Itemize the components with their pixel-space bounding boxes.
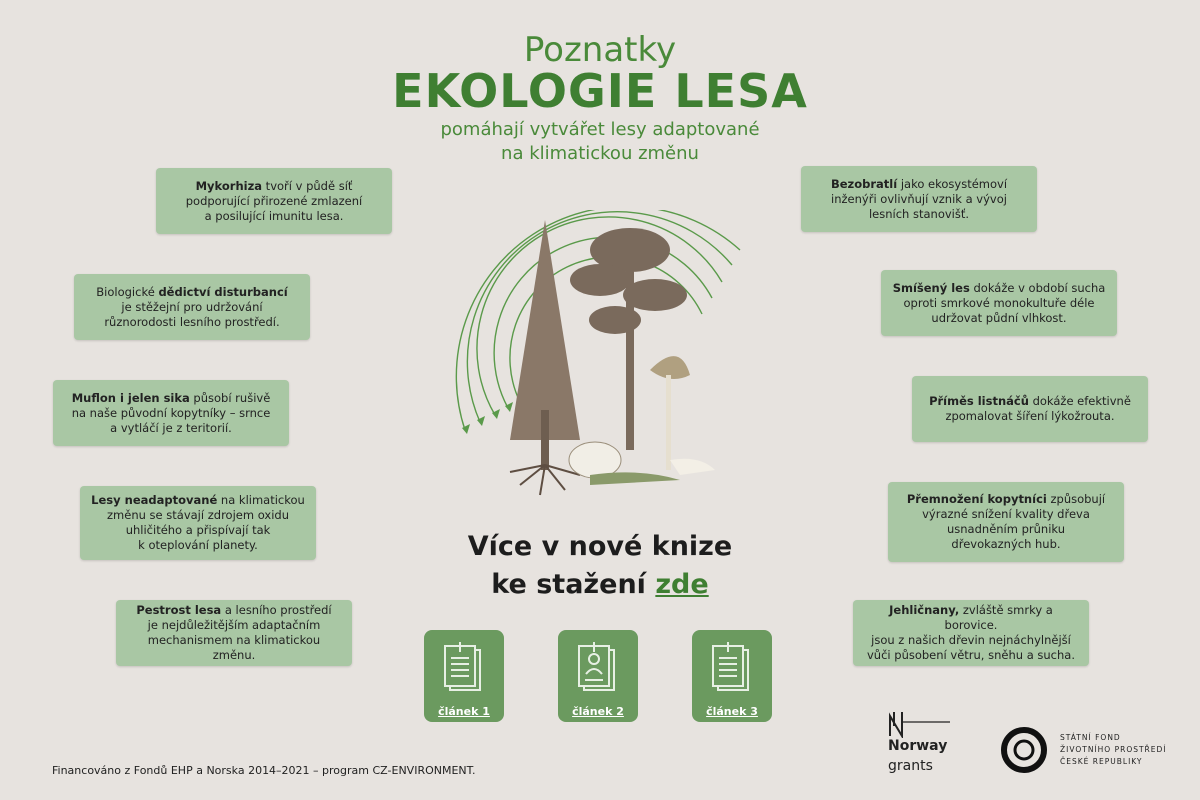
norway-grants-logo: Norway grants <box>888 710 950 742</box>
article-card-1[interactable] <box>424 630 504 722</box>
sfzp-mark <box>1000 726 1048 774</box>
fact-box-ungulates: Přemnožení kopytníci způsobují výrazné snížení kvality dřeva usnadněním průniku dřevokazných hub. <box>888 482 1124 562</box>
download-cta: Více v nové knize ke stažení zde <box>467 531 733 600</box>
fact-box-mykorhiza: Mykorhiza tvoří v půdě síť podporující přirozené zmlazení a posilující imunitu lesa. <box>156 168 392 234</box>
title-subtitle: pomáhají vytvářet lesy adaptované na klimatickou změnu <box>440 119 760 164</box>
fact-box-unadapted-forests: Lesy neadaptované na klimatickou změnu se stávají zdrojem oxidu uhličitého a přispívají tak k oteplování planety. <box>80 486 316 560</box>
document-icon <box>708 642 756 700</box>
document-person-icon <box>574 642 622 700</box>
norway-grants-mark <box>888 710 950 738</box>
title-main: EKOLOGIE LESA <box>392 64 808 118</box>
download-link[interactable]: zde <box>655 569 709 600</box>
tree-illustration <box>440 210 760 510</box>
article-card-2[interactable] <box>558 630 638 722</box>
article-link-3[interactable]: článek 3 <box>706 705 758 718</box>
fact-box-diversity: Pestrost lesa a lesního prostředí je nejdůležitějším adaptačním mechanismem na klimatickou změnu. <box>116 600 352 666</box>
fact-box-mixed-forest: Smíšený les dokáže v období sucha oproti smrkové monokultuře déle udržovat půdní vlhkost. <box>881 270 1117 336</box>
title-line-poznatky: Poznatky <box>523 30 677 70</box>
fact-box-conifers: Jehličnany, zvláště smrky a borovice. jsou z našich dřevin nejnáchylnější vůči působení větru, sněhu a sucha. <box>853 600 1089 666</box>
document-icon <box>440 642 488 700</box>
fact-box-invertebrates: Bezobratlí jako ekosystémoví inženýři ovlivňují vznik a vývoj lesních stanovišť. <box>801 166 1037 232</box>
funding-note: Financováno z Fondů EHP a Norska 2014–2021 – program CZ-ENVIRONMENT. <box>52 764 476 777</box>
fact-box-broadleaves: Příměs listnáčů dokáže efektivně zpomalovat šíření lýkožrouta. <box>912 376 1148 442</box>
article-card-3[interactable] <box>692 630 772 722</box>
article-link-1[interactable]: článek 1 <box>438 705 490 718</box>
fact-box-muflon: Muflon i jelen sika působí rušivě na naše původní kopytníky – srnce a vytláčí je z teritorií. <box>53 380 289 446</box>
fact-box-disturbance: Biologické dědictví disturbancí je stěžejní pro udržování různorodosti lesního prostředí. <box>74 274 310 340</box>
sfzp-logo: STÁTNÍ FOND ŽIVOTNÍHO PROSTŘEDÍ ČESKÉ REPUBLIKY <box>1000 726 1048 778</box>
article-link-2[interactable]: článek 2 <box>572 705 624 718</box>
